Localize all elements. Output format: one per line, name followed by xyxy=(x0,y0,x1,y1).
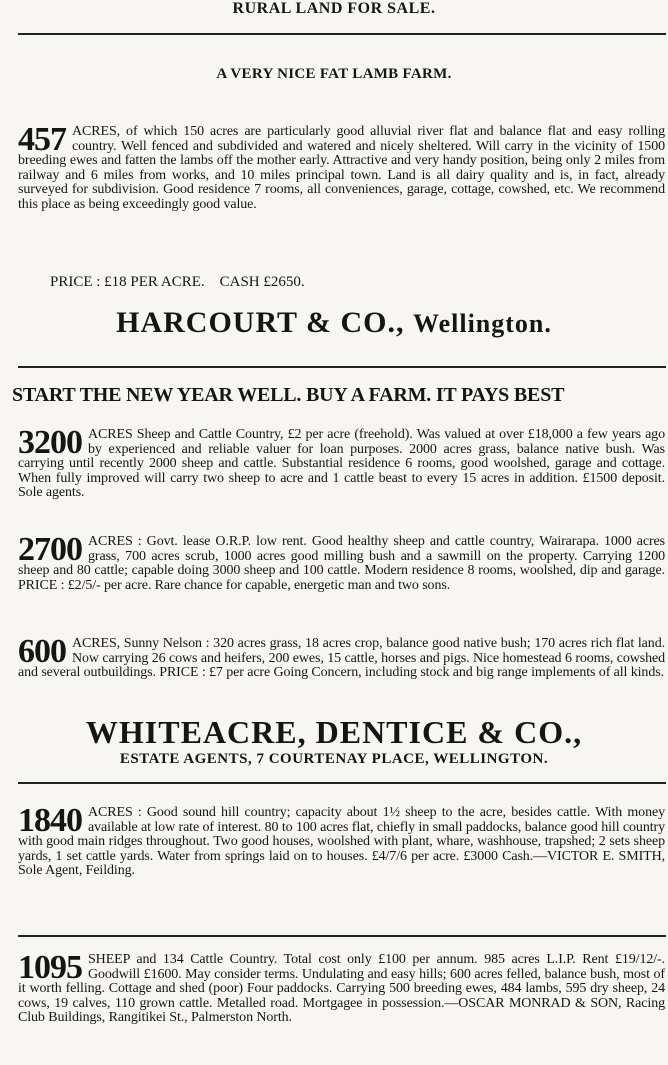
ad1-firm-place: Wellington. xyxy=(413,309,552,338)
ad1-firm-name: HARCOURT & CO., xyxy=(116,306,405,339)
section-title: RURAL LAND FOR SALE. xyxy=(232,0,436,17)
ad1-text: ACRES, of which 150 acres are particularly good alluvial river flat and balance flat and easy rolling country. Well fenced and subdivided and watered and nicely sheltered. Will carry in the vicinity of 1500 breeding ewes and fatten the lambs off the mother early. Attractive and very handy position, being only 2 miles from railway and 6 miles from works, and 10 miles principal town. Land is all dairy quality and is, in fact, already surveyed for subdivision. Good residence 7 rooms, all conveniences, garage, cottage, cowshed, etc. We recommend this place as being exceedingly good value. xyxy=(18,124,665,212)
ad2-listing-3-acreage: 600 xyxy=(18,633,66,670)
ad3-body xyxy=(18,802,665,879)
ad3-acreage: 1840 xyxy=(18,802,82,839)
divider-2 xyxy=(18,782,666,784)
ad2-listing-1 xyxy=(18,424,665,501)
ad1-acreage: 457 xyxy=(18,121,66,158)
ad2-firm-address: ESTATE AGENTS, 7 COURTENAY PLACE, WELLINGTON. xyxy=(119,751,549,767)
ad1-firm xyxy=(0,306,668,340)
ad1-headline: A VERY NICE FAT LAMB FARM. xyxy=(216,66,452,82)
ad4-body xyxy=(18,949,665,1026)
ad2-firm: WHITEACRE, DENTICE & CO., xyxy=(85,714,583,750)
divider-1 xyxy=(18,366,666,368)
ad1-cash: CASH £2650. xyxy=(219,274,305,290)
ad1-price: PRICE : £18 PER ACRE. xyxy=(50,274,205,290)
divider-3 xyxy=(18,935,666,937)
ad2-listing-2-acreage: 2700 xyxy=(18,531,82,568)
ad2-listing-3-text: ACRES, Sunny Nelson : 320 acres grass, 18 acres crop, balance good native bush; 170 acres rich flat land. Now carrying 26 cows and heifers, 200 ewes, 15 cattle, horses and pigs. Nice homestead 6 rooms, cowshed and several outbuildings. PRICE : £7 per acre Going Concern, including stock and big range implements of all kinds. xyxy=(18,636,665,681)
ad2-listing-1-text: ACRES Sheep and Cattle Country, £2 per acre (freehold). Was valued at over £18,000 a few years ago by experienced and reliable valuer for loan purposes. 2000 acres grass, balance native bush. Was carrying until recently 2000 sheep and cattle. Substantial residence 6 rooms, good woolshed, garage and cottage. When fully improved will carry two sheep to acre and 1 cattle beast to every 15 acres in addition. £1500 deposit. Sole agents. xyxy=(18,427,665,501)
ad3-text: ACRES : Good sound hill country; capacity about 1½ sheep to the acre, besides cattle. With money available at low rate of interest. 80 to 100 acres flat, chiefly in small paddocks, balance good hill country with good main ridges throughout. Two good houses, woolshed with plant, whare, washhouse, trapshed; 2 sets sheep yards, 1 set cattle yards. Water from springs laid on to houses. £4/7/6 per acre. £3000 Cash.—VICTOR E. SMITH, Sole Agent, Feilding. xyxy=(18,805,665,879)
ad1-price-line xyxy=(50,274,305,291)
ad1-body xyxy=(18,121,665,213)
ad2-listing-1-acreage: 3200 xyxy=(18,424,82,461)
divider-top xyxy=(18,33,666,35)
ad4-text: SHEEP and 134 Cattle Country. Total cost only £100 per annum. 985 acres L.I.P. Rent £19/12/-. Goodwill £1600. May consider terms. Undulating and easy hills; 600 acres felled, balance bush, most of it worth felling. Cottage and shed (poor) Four paddocks. Carrying 500 breeding ewes, 484 lambs, 595 dry sheep, 24 cows, 19 calves, 110 grown cattle. Metalled road. Mortgagee in possession.—OSCAR MONRAD & SON, Racing Club Buildings, Rangitikei St., Palmerston North. xyxy=(18,952,665,1026)
ad2-listing-3 xyxy=(18,633,665,681)
ad2-listing-2 xyxy=(18,531,665,593)
ad2-headline: START THE NEW YEAR WELL. BUY A FARM. IT PAYS BEST xyxy=(12,384,565,406)
ad4-acreage: 1095 xyxy=(18,949,82,986)
ad2-listing-2-text: ACRES : Govt. lease O.R.P. low rent. Good healthy sheep and cattle country, Wairarapa. 1000 acres grass, 700 acres scrub, 1000 acres good milling bush and a sawmill on the property. Carrying 1200 sheep and 80 cattle; capable doing 3000 sheep and 100 cattle. Modern residence 8 rooms, woolshed, dip and garage. PRICE : £2/5/- per acre. Rare chance for capable, energetic man and two sons. xyxy=(18,534,665,593)
